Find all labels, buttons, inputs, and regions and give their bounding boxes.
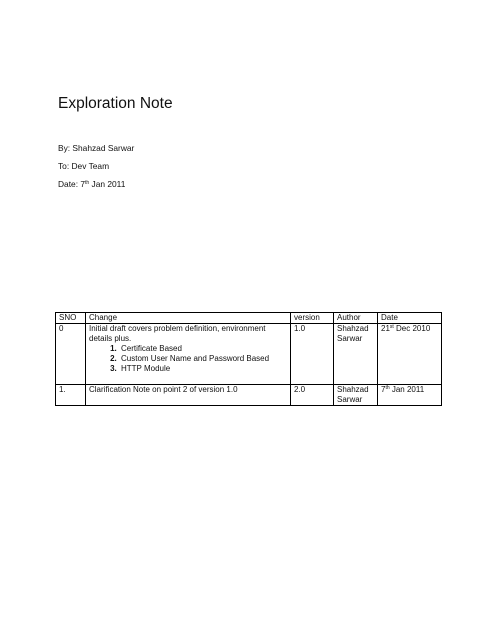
cell-change: Clarification Note on point 2 of version 1.0 [86,385,291,406]
cell-change [86,324,291,385]
cell-sno: 1. [56,385,86,406]
table-header-row [56,313,442,324]
cell-version: 1.0 [291,324,334,385]
header-change: Change [86,313,291,324]
revision-table [55,312,442,406]
date-day: 7 [381,385,386,394]
list-item: 1. Certificate Based [119,344,287,354]
list-item: 2. Custom User Name and Password Based [119,354,287,364]
document-title: Exploration Note [58,95,173,112]
author-line: By: Shahzad Sarwar [58,143,135,153]
date-suffix-sup: th [85,180,90,186]
recipient-line: To: Dev Team [58,161,110,171]
date-rest: Dec 2010 [393,324,431,333]
date-line [58,179,125,189]
list-item: 3. HTTP Module [119,364,287,374]
cell-version: 2.0 [291,385,334,406]
header-author: Author [334,313,378,324]
change-text: Initial draft covers problem definition, environment details plus. [89,324,266,343]
date-prefix: Date: 7 [58,179,86,189]
cell-sno: 0 [56,324,86,385]
header-version: version [291,313,334,324]
change-item-list [89,344,287,374]
cell-date [378,324,442,385]
date-month-year: Jan 2011 [89,179,126,189]
table-row [56,324,442,385]
header-sno: SNO [56,313,86,324]
cell-author: Shahzad Sarwar [334,385,378,406]
table-row [56,385,442,406]
date-day: 21 [381,324,390,333]
cell-date [378,385,442,406]
header-date: Date [378,313,442,324]
date-ordinal: st [389,324,394,330]
date-ordinal: th [385,385,390,391]
cell-author: Shahzad Sarwar [334,324,378,385]
date-rest: Jan 2011 [389,385,425,394]
